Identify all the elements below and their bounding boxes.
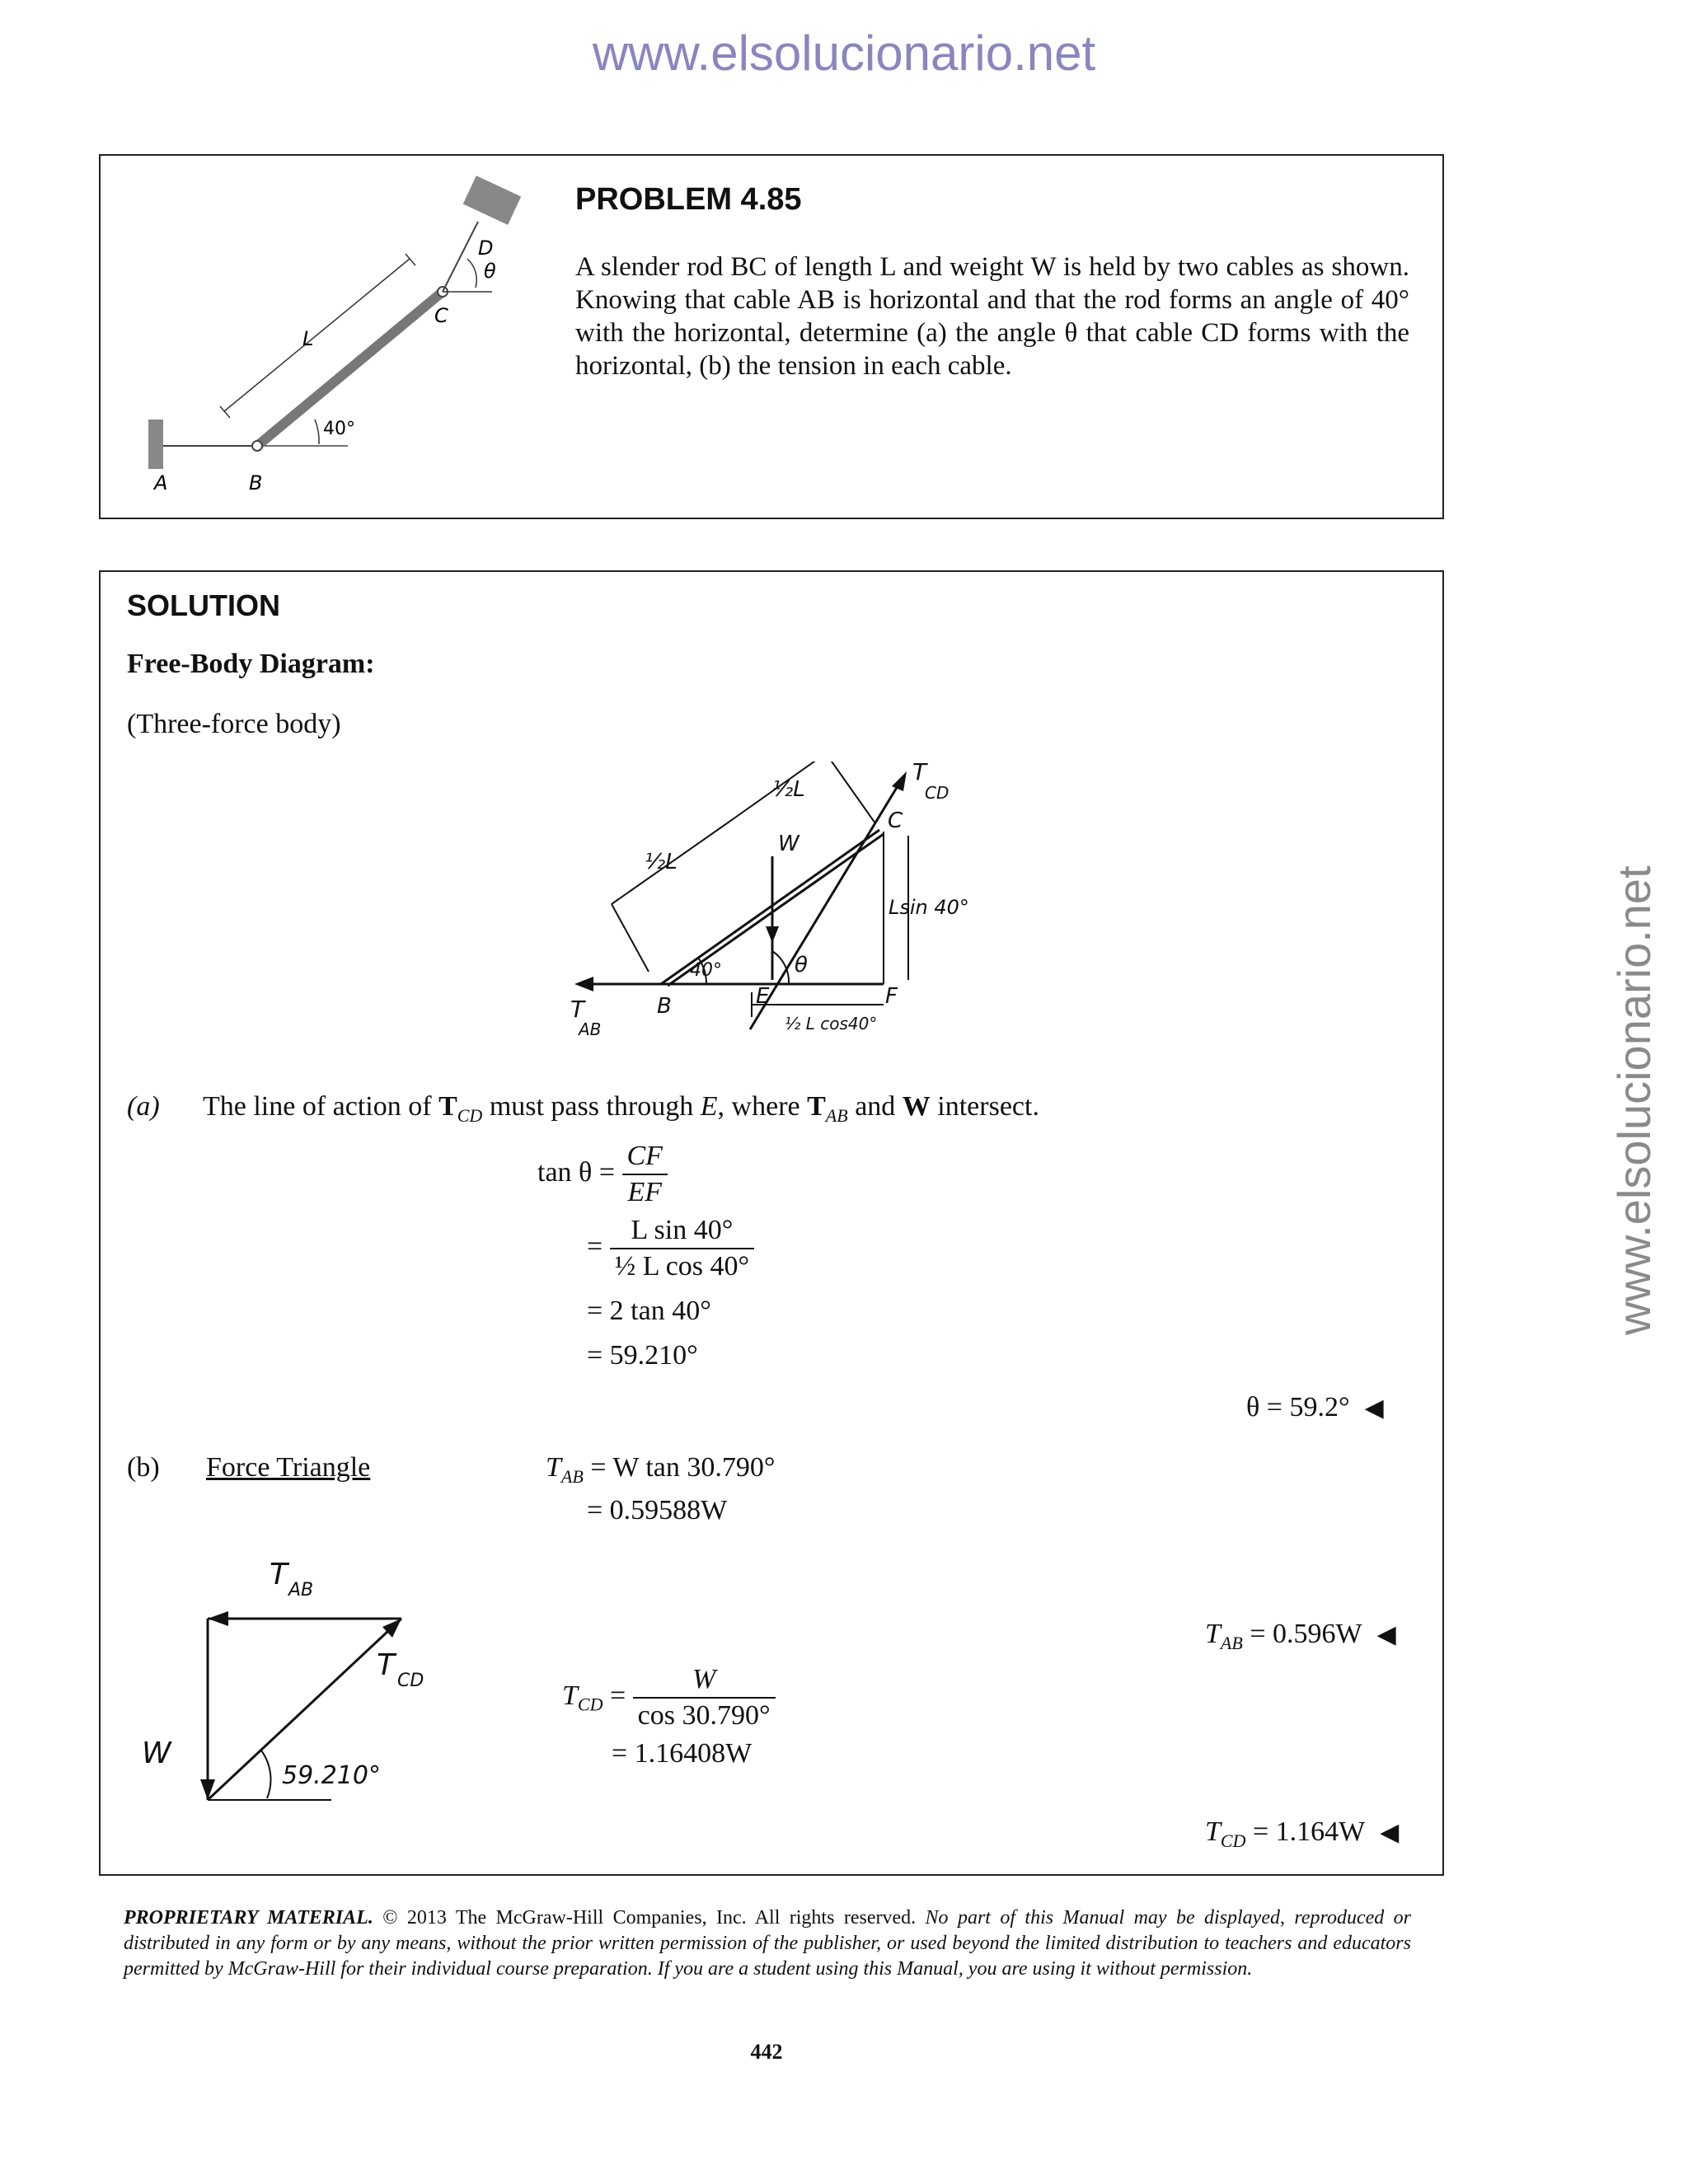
pin-b [252, 441, 262, 451]
watermark-top: www.elsolucionario.net [592, 26, 1096, 81]
t-cd-arrowhead [892, 771, 907, 791]
answer-theta: θ = 59.2° ◀ [1246, 1392, 1384, 1422]
copyright-footer: PROPRIETARY MATERIAL. © 2013 The McGraw-Hill Companies, Inc. All rights reserved. No part of this Manual may be displayed, reproduced or distributed in any form or by any means, without the prior written permission of the publisher, or used beyond the limited distribution to teachers and educators permitted by McGraw-Hill for their individual course preparation. If you are a student using this Manual, you are using it without permission. [124, 1907, 1411, 1980]
answer-marker-icon: ◀ [1376, 1621, 1396, 1648]
fbd-lcos40: ½ L cos40° [785, 1014, 878, 1033]
eq-tab-1: $T_{AB} = W$ tan 30.790° [546, 1452, 776, 1487]
problem-figure [117, 172, 579, 502]
half-l-left-ext [612, 904, 649, 972]
fbd-t-cd: T [912, 762, 927, 785]
triangle-w-label: W [142, 1736, 171, 1770]
dimension-l [224, 259, 410, 411]
angle-arc [315, 419, 319, 444]
force-triangle [117, 1528, 546, 1833]
label-b: B [249, 471, 263, 494]
support-d [463, 176, 521, 225]
cable-cd [443, 222, 478, 292]
eq-2tan40: = 2 tan 40° [587, 1296, 711, 1326]
part-a-statement: The line of action of $T_{CD}$ must pass through E, where $T_{AB}$ and W intersect. [203, 1091, 1039, 1126]
free-body-diagram [562, 762, 1090, 1058]
triangle-angle-arc [261, 1750, 270, 1798]
part-b-label: (b) [127, 1452, 160, 1483]
w-arrowhead [200, 1779, 215, 1800]
page-number: 442 [750, 2040, 783, 2064]
eq-tcd-2: = 1.16408W [612, 1738, 753, 1769]
wall-a [148, 419, 163, 469]
triangle-angle-label: 59.210° [282, 1761, 381, 1790]
answer-tab: $T_{AB} = 0.596W$ ◀ [1205, 1619, 1396, 1653]
triangle-t-ab-label: T [270, 1558, 288, 1591]
fbd-theta: θ [795, 953, 808, 977]
triangle-t-cd-label: T [377, 1648, 395, 1682]
t-ab-arrowhead [208, 1611, 228, 1626]
fbd-angle-40: 40° [690, 960, 722, 981]
fbd-b: B [657, 994, 672, 1019]
eq-tan-theta: tan θ = $\frac{CF}{EF}$ [537, 1141, 668, 1208]
solution-title: SOLUTION [127, 588, 280, 622]
label-l: L [302, 327, 314, 350]
eq-tab-2: = 0.59588W [587, 1495, 728, 1526]
fbd-w: W [778, 832, 799, 856]
label-c: C [434, 304, 448, 327]
answer-tcd: $T_{CD} = 1.164W$ ◀ [1205, 1816, 1400, 1851]
label-theta: θ [484, 260, 496, 283]
eq-59210: = 59.210° [587, 1340, 698, 1371]
fbd-lsin40: Lsin 40° [889, 896, 969, 919]
watermark-side: www.elsolucionario.net [1608, 865, 1660, 1335]
problem-text: A slender rod BC of length L and weight W is held by two cables as shown. Knowing that cable AB is horizontal and that the rod forms an angle of 40° with the horizontal, determine (a) the angle θ that cable CD forms with the horizontal, (b) the tension in each cable. [575, 252, 1409, 381]
label-a: A [154, 471, 168, 494]
eq-tcd-1: $T_{CD}$ = $\frac{W}{\cos 30.790^\circ}$ [562, 1664, 776, 1732]
fbd-f: F [885, 984, 898, 1009]
problem-box [99, 154, 1444, 519]
label-40: 40° [323, 419, 355, 439]
theta-arc [467, 259, 476, 288]
fbd-t-ab: T [570, 996, 585, 1023]
fbd-half-l-left: ½L [645, 850, 678, 874]
fbd-c: C [888, 808, 903, 833]
t-ab-arrowhead [574, 977, 593, 991]
force-triangle-title: Force Triangle [206, 1452, 371, 1483]
answer-marker-icon: ◀ [1364, 1394, 1384, 1422]
eq-ratio: = $\frac{\text{L sin 40°}}{\text{½ L cos 40°}}$ [587, 1215, 754, 1282]
label-d: D [478, 237, 494, 260]
fbd-half-l-top: ½L [772, 777, 805, 802]
part-a-label: (a) [127, 1091, 160, 1122]
fbd-t-ab-sub: AB [579, 1019, 602, 1039]
solution-box [99, 570, 1444, 1876]
half-l-top-ext [826, 762, 875, 823]
answer-marker-icon: ◀ [1380, 1819, 1400, 1846]
triangle-t-cd-sub: CD [397, 1671, 424, 1691]
fbd-note: (Three-force body) [127, 709, 341, 739]
dimension-tick [406, 254, 415, 265]
fbd-e: E [756, 984, 770, 1009]
problem-title: PROBLEM 4.85 [575, 182, 802, 217]
w-arrowhead [766, 926, 779, 943]
fbd-t-cd-sub: CD [925, 783, 950, 803]
fbd-title: Free-Body Diagram: [127, 649, 375, 679]
triangle-t-ab-sub: AB [288, 1580, 314, 1601]
